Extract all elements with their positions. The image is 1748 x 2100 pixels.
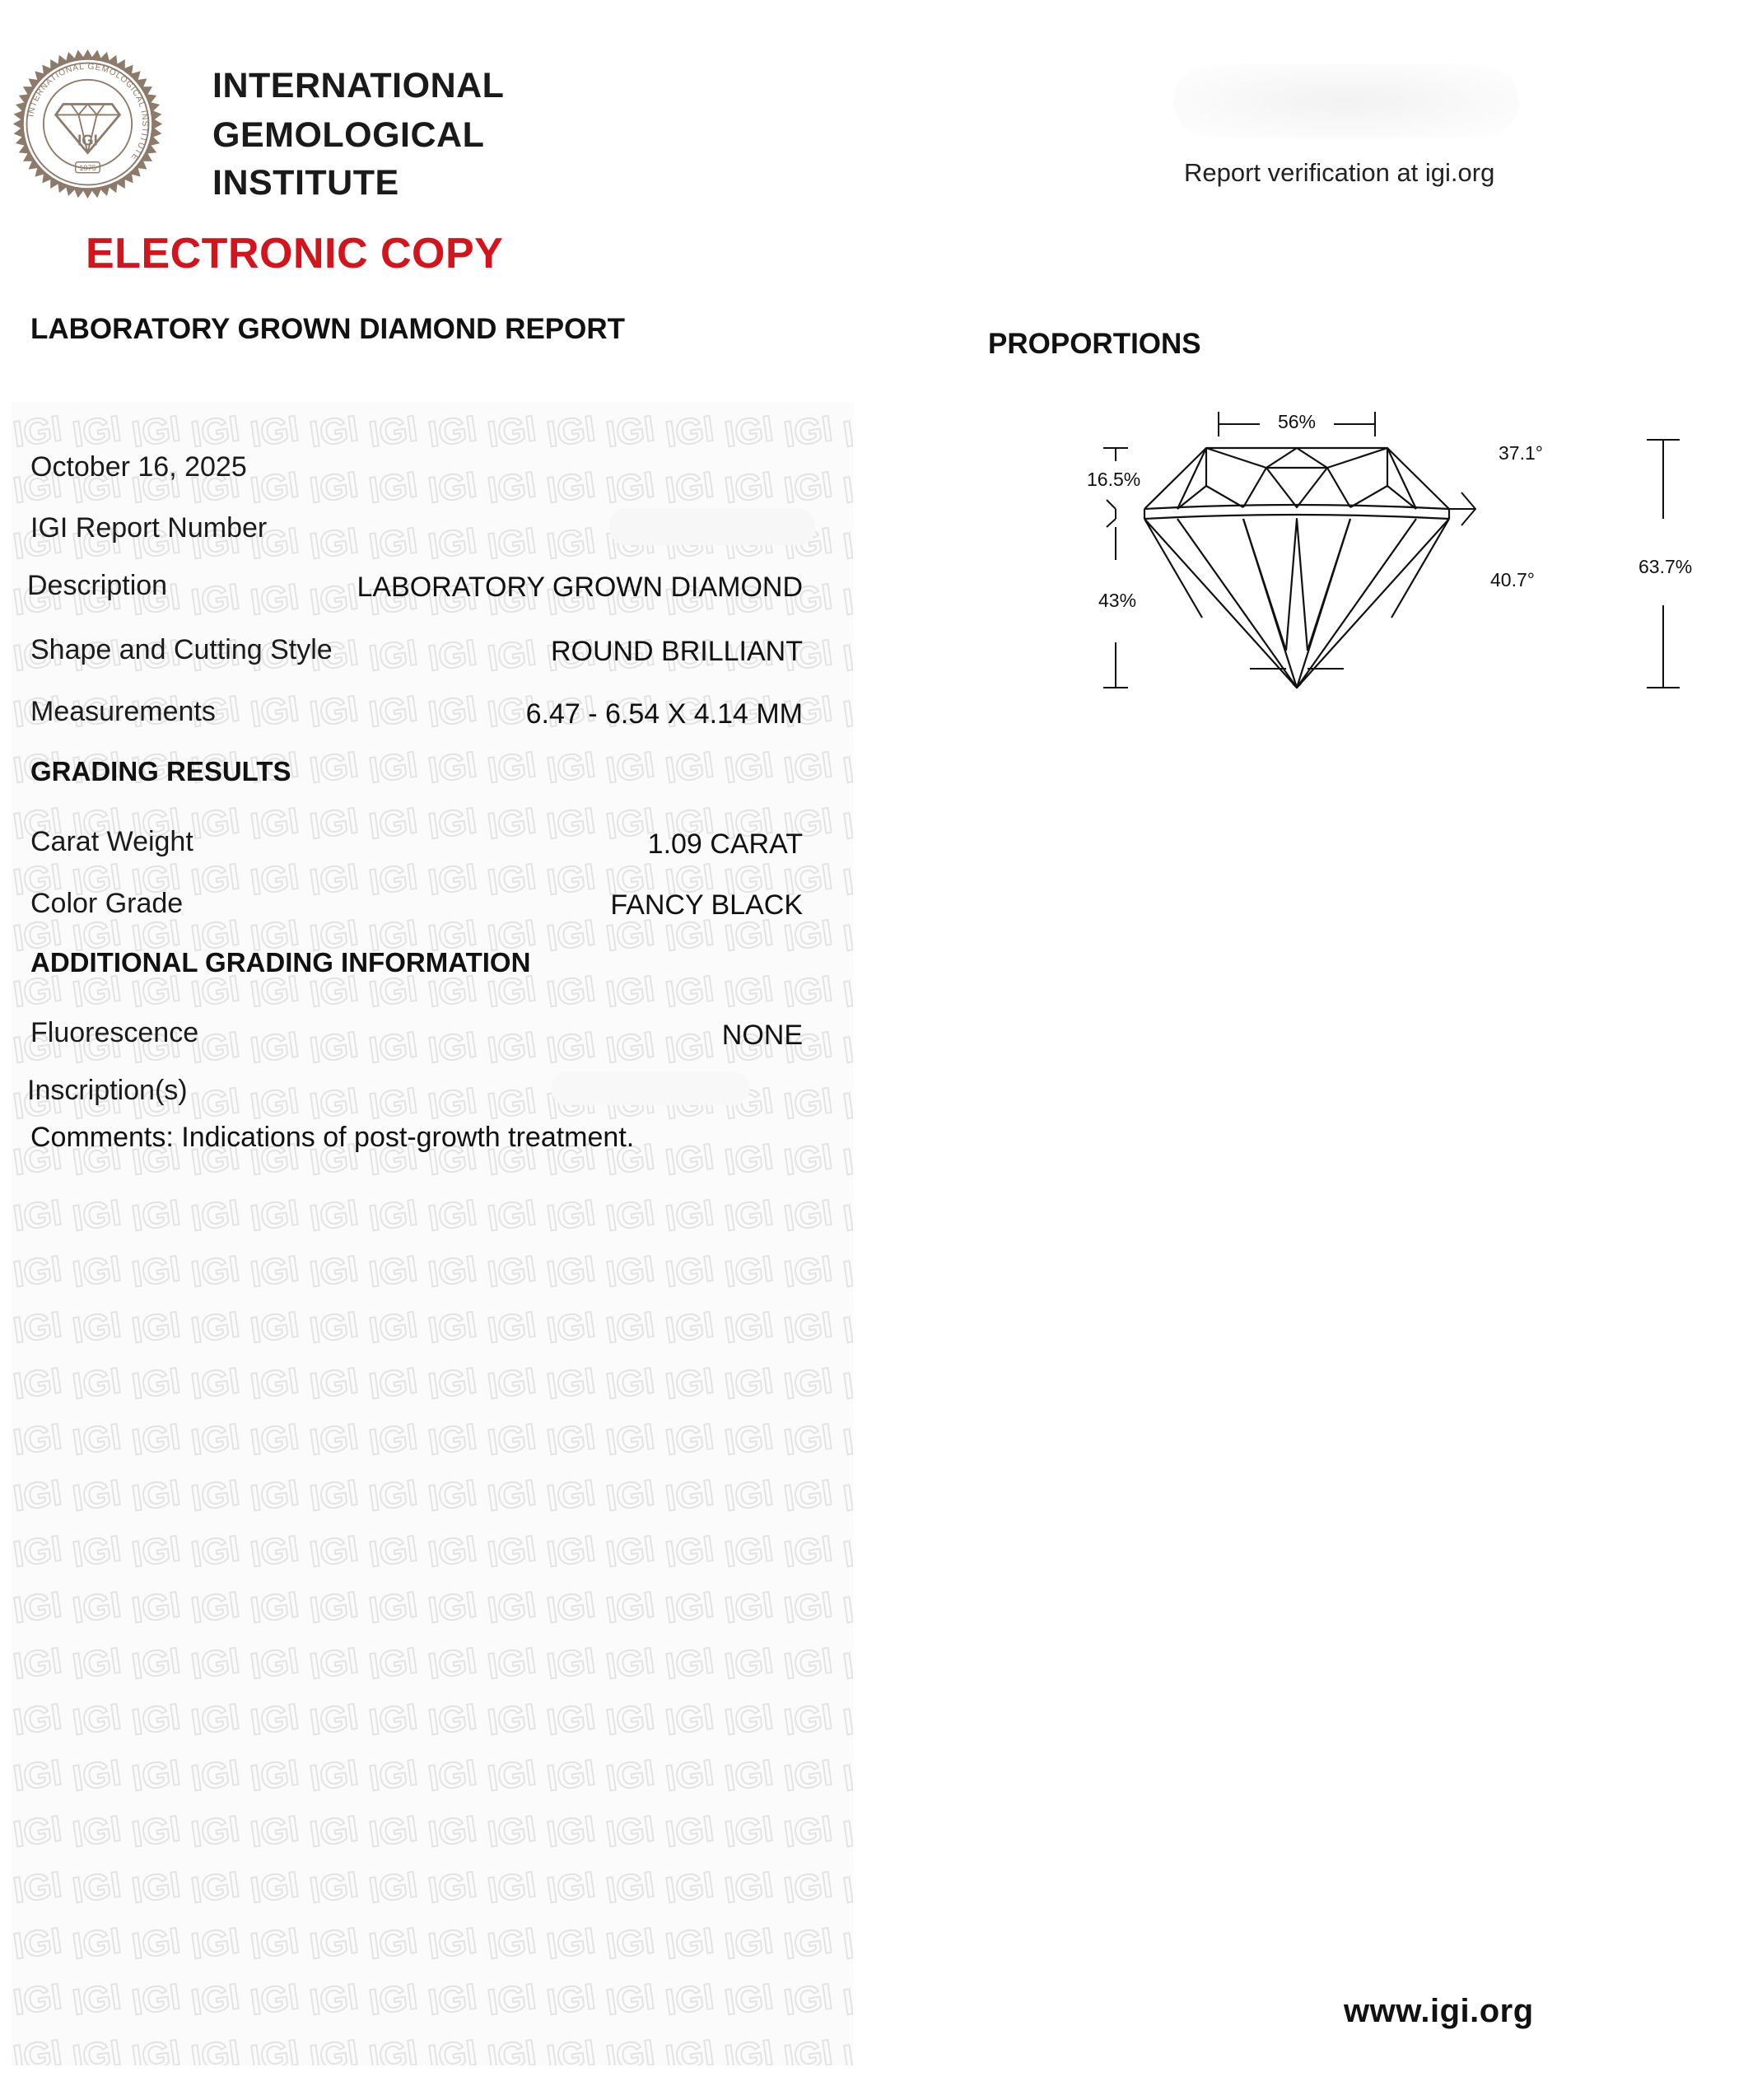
seal-ring-text: INTERNATIONAL GEMOLOGICAL INSTITUTE [26,62,150,162]
description-value: LABORATORY GROWN DIAMOND [357,572,803,603]
shape-value: ROUND BRILLIANT [550,636,803,667]
electronic-copy-banner: ELECTRONIC COPY [86,230,504,278]
angle-arrows [1449,492,1475,525]
pavilion-depth-label: 43% [1098,590,1137,611]
fluorescence-value: NONE [721,1020,803,1051]
shape-label: Shape and Cutting Style [30,634,333,665]
measurements-label: Measurements [30,696,216,727]
crown-angle-label: 37.1° [1499,442,1543,464]
carat-weight-value: 1.09 CARAT [647,828,803,860]
inscription-redacted [552,1072,749,1105]
carat-weight-label: Carat Weight [30,826,193,857]
report-number-redacted [609,509,815,545]
total-depth-label: 63.7% [1638,556,1693,577]
crown-height-label: 16.5% [1087,469,1141,490]
report-date: October 16, 2025 [30,451,247,483]
grading-results-heading: GRADING RESULTS [30,756,291,786]
igi-seal-logo [12,48,164,200]
additional-info-heading: ADDITIONAL GRADING INFORMATION [30,947,531,978]
seal-year: 1975 [79,163,96,172]
pavilion-angle-label: 40.7° [1490,569,1535,590]
comments-text: Comments: Indications of post-growth treatment. [30,1122,635,1153]
institute-name-line-3: INSTITUTE [212,163,399,203]
color-grade-label: Color Grade [30,888,184,919]
institute-name-line-2: GEMOLOGICAL [212,115,485,155]
proportions-title: PROPORTIONS [988,328,1201,360]
color-grade-value: FANCY BLACK [610,889,803,921]
inscriptions-label: Inscription(s) [27,1075,188,1106]
report-number-label: IGI Report Number [30,512,268,544]
report-title: LABORATORY GROWN DIAMOND REPORT [30,313,626,345]
fluorescence-label: Fluorescence [30,1017,199,1048]
verification-barcode-redacted [1173,64,1519,138]
description-label: Description [27,570,168,601]
measurements-value: 6.47 - 6.54 X 4.14 MM [525,698,803,730]
diamond-outline [1144,448,1449,688]
proportions-diagram [1087,404,1696,716]
seal-monogram: IGI [77,131,98,149]
institute-name-line-1: INTERNATIONAL [212,66,505,105]
report-verification-text: Report verification at igi.org [1184,158,1495,187]
footer-website[interactable]: www.igi.org [1344,1993,1534,2029]
table-percent-label: 56% [1277,411,1317,432]
